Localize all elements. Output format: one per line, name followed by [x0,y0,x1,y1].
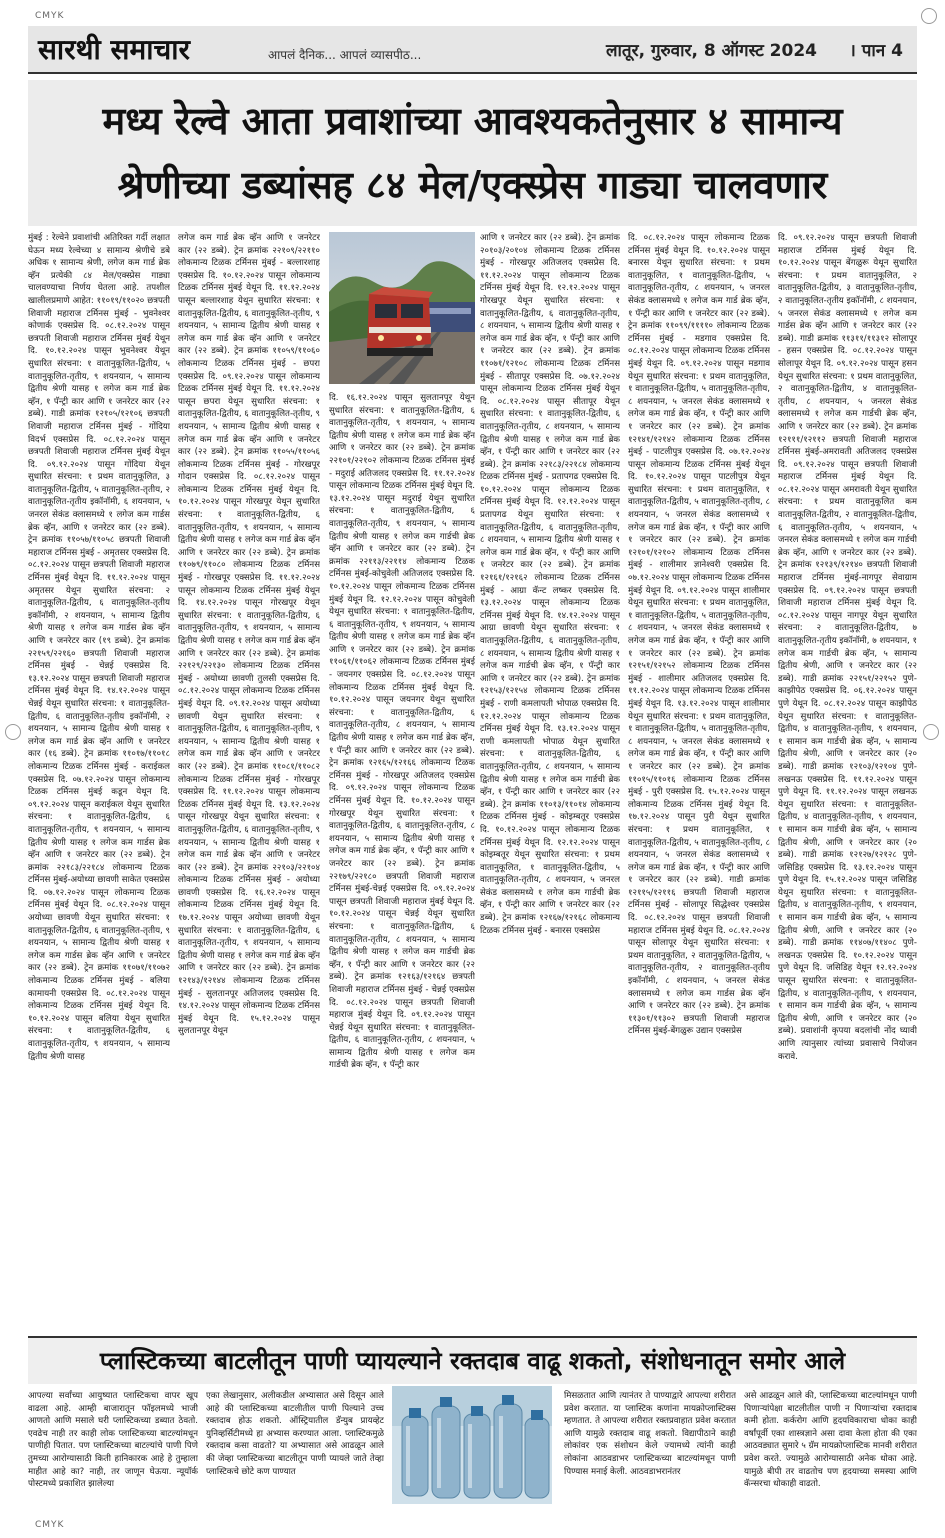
bottom-text-4: असे आढळून आले की, प्लास्टिकच्या बाटल्यांमधून पाणी पिणाऱ्यांपेक्षा बाटलीतील पाणी न पिणाऱ्यांचा रक्तदाब कमी होता. कर्करोग आणि हृदयविकाराचा धोका काही वर्षांपूर्वी एका शास्त्रज्ञाने असा दावा केला होता की एका आठवड्यात सुमारे ५ ग्रॅम मायक्रोप्लास्टिक मानवी शरीरात प्रवेश करते. ज्यामुळे आरोग्यासाठी अनेक धोका आहे. यामुळे बीपी तर वाढतोच पण हृदयाच्या समस्या आणि कॅन्सरचा धोकाही वाढतो. [744,1391,917,1490]
bottom-column-1 [28,1390,198,1502]
dateline: लातूर, गुरुवार, 8 ऑगस्ट 2024 [606,41,817,61]
article-text-2: लगेज कम गार्ड ब्रेक व्हॅन आणि १ जनरेटर कार (२२ डब्बे). ट्रेन क्रमांक २२१०९/२२११० लोकमान्य टिळक टर्मिनस मुंबई - बल्लारशाह एक्सप्रेस दि. १०.१२.२०२४ पासून लोकमान्य टिळक टर्मिनस मुंबई येथून दि. ११.१२.२०२४ पासून बल्लारशाह येथून सुधारित संरचना: १ वातानुकूलित-द्वितीय, ६ वातानुकूलित-तृतीय, ९ शयनयान, ५ सामान्य द्वितीय श्रेणी यासह १ लगेज कम गार्ड ब्रेक व्हॅन आणि १ जनरेटर कार (२२ डब्बे). ट्रेन क्रमांक ११०५९/११०६० लोकमान्य टिळक टर्मिनस मुंबई - छपरा एक्सप्रेस दि. ०९.१२.२०२४ पासून लोकमान्य टिळक टर्मिनस मुंबई येथून दि. ११.१२.२०२४ पासून छपरा येथून सुधारित संरचना: १ वातानुकूलित-द्वितीय, ६ वातानुकूलित-तृतीय, ९ शयनयान, ५ सामान्य द्वितीय श्रेणी यासह १ लगेज कम गार्ड ब्रेक व्हॅन आणि १ जनरेटर कार (२२ डब्बे). ट्रेन क्रमांक ११०५५/११०५६ लोकमान्य टिळक टर्मिनस मुंबई - गोरखपूर गोदान एक्सप्रेस दि. ०८.१२.२०२४ पासून लोकमान्य टिळक टर्मिनस मुंबई येथून दि. १०.१२.२०२४ पासून गोरखपूर येथून सुधारित संरचना: १ वातानुकूलित-द्वितीय, ६ वातानुकूलित-तृतीय, ९ शयनयान, ५ सामान्य द्वितीय श्रेणी यासह १ लगेज कम गार्ड ब्रेक व्हॅन आणि १ जनरेटर कार (२२ डब्बे). ट्रेन क्रमांक ११०७९/११०८० लोकमान्य टिळक टर्मिनस मुंबई - गोरखपूर एक्सप्रेस दि. ११.१२.२०२४ पासून लोकमान्य टिळक टर्मिनस मुंबई येथून दि. १४.१२.२०२४ पासून गोरखपूर येथून सुधारित संरचना: १ वातानुकूलित-द्वितीय, ६ वातानुकूलित-तृतीय, ९ शयनयान, ५ सामान्य द्वितीय श्रेणी यासह १ लगेज कम गार्ड ब्रेक व्हॅन आणि १ जनरेटर कार (२२ डब्बे). ट्रेन क्रमांक २२१२९/२२१३० लोकमान्य टिळक टर्मिनस मुंबई - अयोध्या छावणी तुलसी एक्सप्रेस दि. ०८.१२.२०२४ पासून लोकमान्य टिळक टर्मिनस मुंबई येथून दि. ०९.१२.२०२४ पासून अयोध्या छावणी येथून सुधारित संरचना: १ वातानुकूलित-द्वितीय, ६ वातानुकूलित-तृतीय, ९ शयनयान, ५ सामान्य द्वितीय श्रेणी यासह १ लगेज कम गार्ड ब्रेक व्हॅन आणि १ जनरेटर कार (२२ डब्बे). ट्रेन क्रमांक ११०८१/११०८२ लोकमान्य टिळक टर्मिनस मुंबई - गोरखपूर एक्सप्रेस दि. ११.१२.२०२४ पासून लोकमान्य टिळक टर्मिनस मुंबई येथून दि. १३.१२.२०२४ पासून गोरखपूर येथून सुधारित संरचना: १ वातानुकूलित-द्वितीय, ६ वातानुकूलित-तृतीय, ९ शयनयान, ५ सामान्य द्वितीय श्रेणी यासह १ लगेज कम गार्ड ब्रेक व्हॅन आणि १ जनरेटर कार (२२ डब्बे). ट्रेन क्रमांक २२१०३/२२१०४ लोकमान्य टिळक टर्मिनस मुंबई - अयोध्या छावणी एक्सप्रेस दि. १६.१२.२०२४ पासून लोकमान्य टिळक टर्मिनस मुंबई येथून दि. १७.१२.२०२४ पासून अयोध्या छावणी येथून सुधारित संरचना: १ वातानुकूलित-द्वितीय, ६ वातानुकूलित-तृतीय, ९ शयनयान, ५ सामान्य द्वितीय श्रेणी यासह १ लगेज कम गार्ड ब्रेक व्हॅन आणि १ जनरेटर कार (२२ डब्बे). ट्रेन क्रमांक १२१४३/१२१४४ लोकमान्य टिळक टर्मिनस मुंबई - सुलतानपूर अतिजलद एक्सप्रेस दि. १४.१२.२०२४ पासून लोकमान्य टिळक टर्मिनस मुंबई येथून दि. १५.१२.२०२४ पासून सुलतानपूर येथून [178,233,320,1037]
article-text-6: दि. ०९.१२.२०२४ पासून छत्रपती शिवाजी महाराज टर्मिनस मुंबई येथून दि. १०.१२.२०२४ पासून बेंगळुरू येथून सुधारित संरचना: १ प्रथम वातानुकूलित, २ वातानुकूलित-द्वितीय, ३ वातानुकूलित-तृतीय, २ वातानुकूलित-तृतीय इकॉनॉमी, ८ शयनयान, ५ जनरल सेकंड क्लासमध्ये १ लगेज कम गार्डस ब्रेक व्हॅन आणि १ जनरेटर कार (२२ डब्बे). गाडी क्रमांक ११३११/११३१२ सोलापूर - हसन एक्सप्रेस दि. ०८.१२.२०२४ पासून सोलापूर येथून दि. ०९.१२.२०२४ पासून हसन येथून सुधारित संरचना: १ प्रथम वातानुकूलित, २ वातानुकूलित-द्वितीय, ४ वातानुकूलित-तृतीय, ८ शयनयान, ५ जनरल सेकंड क्लासमध्ये १ लगेज कम गार्डची ब्रेक व्हॅन, आणि १ जनरेटर कार (२२ डब्बे). ट्रेन क्रमांक १२१११/१२११२ छत्रपती शिवाजी महाराज टर्मिनस मुंबई-अमरावती अतिजलद एक्सप्रेस दि. ०९.१२.२०२४ पासून छत्रपती शिवाजी महाराज टर्मिनस मुंबई येथून दि. ०८.१२.२०२४ पासून अमरावती येथून सुधारित संरचना: १ प्रथम वातानुकूलित कम वातानुकूलित-द्वितीय, २ वातानुकूलित-द्वितीय, ६ वातानुकूलित-तृतीय, ५ शयनयान, ५ जनरल सेकंड क्लासमध्ये १ लगेज कम गार्डची ब्रेक व्हॅन, आणि १ जनरेटर कार (२२ डब्बे). ट्रेन क्रमांक १२१३९/१२१४० छत्रपती शिवाजी महाराज टर्मिनस मुंबई-नागपूर सेवाग्राम एक्सप्रेस दि. ०९.१२.२०२४ पासून छत्रपती शिवाजी महाराज टर्मिनस मुंबई येथून दि. ०८.१२.२०२४ पासून नागपूर येथून सुधारित संरचना: २ वातानुकूलित-द्वितीय, ७ वातानुकूलित-तृतीय इकॉनॉमी, ७ शयनयान, १ लगेज कम गार्डची ब्रेक व्हॅन, ५ सामान्य द्वितीय श्रेणी, आणि १ जनरेटर कार (२२ डब्बे). गाडी क्रमांक २२१५१/२२१५२ पुणे-काझीपेठ एक्सप्रेस दि. ०६.१२.२०२४ पासून पुणे येथून दि. ०८.१२.२०२४ पासून काझीपेठ येथून सुधारित संरचना: १ वातानुकूलित-द्वितीय, ४ वातानुकूलित-तृतीय, ९ शयनयान, १ सामान कम गार्डची ब्रेक व्हॅन, ५ सामान्य द्वितीय श्रेणी, आणि १ जनरेटर कार (२० डब्बे). गाडी क्रमांक १२१०३/१२१०४ पुणे-लखनऊ एक्सप्रेस दि. ११.१२.२०२४ पासून पुणे येथून दि. ११.१२.२०२४ पासून लखनऊ येथून सुधारित संरचना: १ वातानुकूलित-द्वितीय, ४ वातानुकूलित-तृतीय, ९ शयनयान, १ सामान कम गार्डची ब्रेक व्हॅन, ५ सामान्य द्वितीय श्रेणी, आणि १ जनरेटर कार (२० डब्बे). गाडी क्रमांक १२१२७/१२१२८ पुणे-जसिडिह एक्सप्रेस दि. १३.१२.२०२४ पासून पुणे येथून दि. १५.१२.२०२४ पासून जसिडिह येथून सुधारित संरचना: १ वातानुकूलित-द्वितीय, ४ वातानुकूलित-तृतीय, ९ शयनयान, १ सामान कम गार्डची ब्रेक व्हॅन, ५ सामान्य द्वितीय श्रेणी, आणि १ जनरेटर कार (२० डब्बे). गाडी क्रमांक ११४०७/११४०८ पुणे-लखनऊ एक्सप्रेस दि. १०.१२.२०२४ पासून पुणे येथून दि. जसिडिह येथून १२.१२.२०२४ पासून सुधारित संरचना: १ वातानुकूलित-द्वितीय, ४ वातानुकूलित-तृतीय, ९ शयनयान, १ सामान कम गार्डची ब्रेक व्हॅन, ५ सामान्य द्वितीय श्रेणी, आणि १ जनरेटर कार (२० डब्बे). प्रवाशांनी कृपया बदलांची नोंद घ्यावी आणि त्यानुसार त्यांच्या प्रवासाचे नियोजन करावे. [778,233,917,1062]
registration-mark-top-right [921,8,937,24]
print-mark-bottom: CMYK [35,1520,65,1530]
article-column-5 [628,232,770,1327]
article-text-1: मुंबई : रेल्वेने प्रवाशांची अतिरिक्त गर्दी लक्षात घेऊन मध्य रेल्वेच्या ४ सामान्य श्रेणीचे डबे अधिक १ सामान्य श्रेणी, लगेज कम गार्ड ब्रेक व्हॅन प्रत्येकी ८४ मेल/एक्स्प्रेस गाड्या चालवण्याचा निर्णय घेतला आहे. तपशील खालीलप्रमाणे आहेत: ११०१९/११०२० छत्रपती शिवाजी महाराज टर्मिनस मुंबई - भुवनेश्वर कोणार्क एक्सप्रेस दि. ०८.१२.२०२४ पासून छत्रपती शिवाजी महाराज टर्मिनस मुंबई येथून दि. १०.१२.२०२४ पासून भुवनेश्वर येथून सुधारित संरचना: १ वातानुकूलित-द्वितीय, ५ वातानुकूलित-तृतीय, ९ शयनयान, ५ सामान्य द्वितीय श्रेणी यासह १ लगेज कम गार्ड ब्रेक व्हॅन, १ पॅन्ट्री कार आणि १ जनरेटर कार (२२ डब्बे). गाडी क्रमांक १२१०५/१२१०६ छत्रपती शिवाजी महाराज टर्मिनस मुंबई - गोंदिया विदर्भ एक्सप्रेस दि. ०८.१२.२०२४ पासून छत्रपती शिवाजी महाराज टर्मिनस मुंबई येथून दि. ०९.१२.२०२४ पासून गोंदिया येथून सुधारित संरचना: १ प्रथम वातानुकूलित, ३ वातानुकूलित-द्वितीय, ५ वातानुकूलित-तृतीय, २ वातानुकूलित-तृतीय इकॉनॉमी, ६ शयनयान, ५ जनरल सेकंड क्लासमध्ये १ लगेज कम गार्डस ब्रेक व्हॅन, आणि १ जनरेटर कार (२२ डब्बे). ट्रेन क्रमांक ११०५७/११०५८ छत्रपती शिवाजी महाराज टर्मिनस मुंबई - अमृतसर एक्सप्रेस दि. ०८.१२.२०२४ पासून छत्रपती शिवाजी महाराज टर्मिनस मुंबई येथून दि. ११.१२.२०२४ पासून अमृतसर येथून सुधारित संरचना: २ वातानुकूलित-द्वितीय, ६ वातानुकूलित-तृतीय इकॉनॉमी, २ शयनयान, ५ सामान्य द्वितीय श्रेणी यासह १ लगेज कम गार्डस ब्रेक व्हॅन आणि १ जनरेटर कार (१९ डब्बे). ट्रेन क्रमांक २२१५९/२२१६० छत्रपती शिवाजी महाराज टर्मिनस मुंबई - चेन्नई एक्सप्रेस दि. १३.१२.२०२४ पासून छत्रपती शिवाजी महाराज टर्मिनस मुंबई येथून दि. १४.१२.२०२४ पासून चेन्नई येथून सुधारित संरचना: १ वातानुकूलित-द्वितीय, ६ वातानुकूलित-तृतीय इकॉनॉमी, २ शयनयान, ५ सामान्य द्वितीय श्रेणी यासह १ लगेज कम गार्ड ब्रेक व्हॅन आणि १ जनरेटर कार (१६ डब्बे). ट्रेन क्रमांक ११०१७/११०१८ लोकमान्य टिळक टर्मिनस मुंबई - कराईकल एक्सप्रेस दि. ०७.१२.२०२४ पासून लोकमान्य टिळक टर्मिनस मुंबई कडून येथून दि. ०९.१२.२०२४ पासून कराईकल येथून सुधारित संरचना: १ वातानुकूलित-द्वितीय, ६ वातानुकूलित-तृतीय, ९ शयनयान, ५ सामान्य द्वितीय श्रेणी यासह १ लगेज कम गार्डस ब्रेक व्हॅन आणि १ जनरेटर कार (२२ डब्बे). ट्रेन क्रमांक २२१८३/२२१८४ लोकमान्य टिळक टर्मिनस मुंबई-अयोध्या छावणी साकेत एक्सप्रेस दि. ०७.१२.२०२४ पासून लोकमान्य टिळक टर्मिनस मुंबई येथून दि. ०८.१२.२०२४ पासून अयोध्या छावणी येथून सुधारित संरचना: १ वातानुकूलित-द्वितीय, ६ वातानुकूलित-तृतीय, ९ शयनयान, ५ सामान्य द्वितीय श्रेणी यासह १ लगेज कम गार्डस ब्रेक व्हॅन आणि १ जनरेटर कार (२२ डब्बे). ट्रेन क्रमांक ११०७१/११०७२ लोकमान्य टिळक टर्मिनस मुंबई - बलिया कामायनी एक्सप्रेस दि. ०८.१२.२०२४ पासून लोकमान्य टिळक टर्मिनस मुंबई येथून दि. १०.१२.२०२४ पासून बलिया येथून सुधारित संरचना: १ वातानुकूलित-द्वितीय, ६ वातानुकूलित-तृतीय, ९ शयनयान, ५ सामान्य द्वितीय श्रेणी यासह [28,233,170,1062]
bottom-column-2 [206,1390,384,1502]
bottom-text-3: मिसळतात आणि त्यानंतर ते पाण्याद्वारे आपल्या शरीरात प्रवेश करतात. या प्लास्टिक कणांना मायक्रोप्लास्टिक्स म्हणतात. ते आपल्या शरीरात रक्तप्रवाहात प्रवेश करतात आणि यामुळे रक्तदाब वाढू शकतो. विद्यापीठाने काही लोकांवर एक संशोधन केले ज्यामध्ये त्यांनी काही लोकांना आठवडाभर प्लास्टिकच्या बाटल्यांमधून पाणी पिण्यास मनाई केली. आठवडाभरानंतर [564,1391,736,1477]
main-headline-line-2: श्रेणीच्या डब्यांसह ८४ मेल/एक्स्प्रेस गाड्या चालवणार [117,163,828,207]
article-column-6 [778,232,917,1327]
masthead [28,26,917,74]
print-mark-top: CMYK [35,11,65,21]
main-headline-line-1: मध्य रेल्वे आता प्रवाशांच्या आवश्यकतेनुसार ४ सामान्य [102,99,843,143]
article-column-1 [28,232,170,1327]
article-text-3: दि. १६.१२.२०२४ पासून सुलतानपूर येथून सुधारित संरचना: १ वातानुकूलित-द्वितीय, ६ वातानुकूलित-तृतीय, ९ शयनयान, ५ सामान्य द्वितीय श्रेणी यासह १ लगेज कम गार्ड ब्रेक व्हॅन आणि १ जनरेटर कार (२२ डब्बे). ट्रेन क्रमांक २२१०१/२२१०२ लोकमान्य टिळक टर्मिनस मुंबई - मदुराई अतिजलद एक्सप्रेस दि. ११.१२.२०२४ पासून लोकमान्य टिळक टर्मिनस मुंबई येथून दि. १३.१२.२०२४ पासून मदुराई येथून सुधारित संरचना: १ वातानुकूलित-द्वितीय, ६ वातानुकूलित-तृतीय, ९ शयनयान, ५ सामान्य द्वितीय श्रेणी यासह १ लगेज कम गार्डची ब्रेक व्हॅन आणि १ जनरेटर कार (२२ डब्बे). ट्रेन क्रमांक २२११३/२२११४ लोकमान्य टिळक टर्मिनस मुंबई-कोचुवेली अतिजलद एक्सप्रेस दि. १०.१२.२०२४ पासून लोकमान्य टिळक टर्मिनस मुंबई येथून दि. १२.१२.२०२४ पासून कोचुवेली येथून सुधारित संरचना: १ वातानुकूलित-द्वितीय, ६ वातानुकूलित-तृतीय, ९ शयनयान, ५ सामान्य द्वितीय श्रेणी यासह १ लगेज कम गार्ड ब्रेक व्हॅन आणि १ जनरेटर कार (२२ डब्बे). ट्रेन क्रमांक ११०६१/११०६२ लोकमान्य टिळक टर्मिनस मुंबई - जयनगर एक्सप्रेस दि. ०८.१२.२०२४ पासून लोकमान्य टिळक टर्मिनस मुंबई येथून दि. १०.१२.२०२४ पासून जयनगर येथून सुधारित संरचना: १ वातानुकूलित-द्वितीय, ६ वातानुकूलित-तृतीय, ८ शयनयान, ५ सामान्य द्वितीय श्रेणी यासह १ लगेज कम गार्ड ब्रेक व्हॅन, १ पॅन्ट्री कार आणि १ जनरेटर कार (२२ डब्बे). ट्रेन क्रमांक १२१६५/१२१६६ लोकमान्य टिळक टर्मिनस मुंबई - गोरखपूर अतिजलद एक्सप्रेस दि. ०९.१२.२०२४ पासून लोकमान्य टिळक टर्मिनस मुंबई येथून दि. १०.१२.२०२४ पासून गोरखपूर येथून सुधारित संरचना: १ वातानुकूलित-द्वितीय, ६ वातानुकूलित-तृतीय, ८ शयनयान, ५ सामान्य द्वितीय श्रेणी यासह १ लगेज कम गार्ड ब्रेक व्हॅन, १ पॅन्ट्री कार आणि १ जनरेटर कार (२२ डब्बे). ट्रेन क्रमांक २२१७९/२२१८० छत्रपती शिवाजी महाराज टर्मिनस मुंबई-चेन्नई एक्सप्रेस दि. ०९.१२.२०२४ पासून छत्रपती शिवाजी महाराज मुंबई येथून दि. १०.१२.२०२४ पासून चेन्नई येथून सुधारित संरचना: १ वातानुकूलित-द्वितीय, ६ वातानुकूलित-तृतीय, ८ शयनयान, ५ सामान्य द्वितीय श्रेणी यासह १ लगेज कम गार्डची ब्रेक व्हॅन, १ पॅन्ट्री कार आणि १ जनरेटर कार (२२ डब्बे). ट्रेन क्रमांक १२१६३/१२१६४ छत्रपती शिवाजी महाराज टर्मिनस मुंबई - चेन्नई एक्सप्रेस दि. ०८.१२.२०२४ पासून छत्रपती शिवाजी महाराज मुंबई येथून दि. ०९.१२.२०२४ पासून चेन्नई येथून सुधारित संरचना: १ वातानुकूलित-द्वितीय, ६ वातानुकूलित-तृतीय, ८ शयनयान, ५ सामान्य द्वितीय श्रेणी यासह १ लगेज कम गार्डची ब्रेक व्हॅन, १ पॅन्ट्री कार [329,393,475,1071]
bottom-headline-box [28,1336,917,1384]
article-column-3 [329,392,475,1327]
article-column-4 [480,232,620,1327]
registration-mark-left [5,724,21,740]
main-headline-box [28,80,917,226]
paper-tagline: आपलं दैनिक... आपलं व्यासपीठ... [268,48,422,62]
bottom-text-1: आपल्या सर्वांच्या आयुष्यात प्लास्टिकचा वापर खूप वाढला आहे. आम्ही बाजारातून फॉइलमध्ये भाजी आणतो आणि मसाले घरी प्लास्टिकच्या डब्यात ठेवतो. एवढेच नाही तर काही लोक प्लास्टिकच्या बाटल्यांमधून पाणीही पितात. पण प्लास्टिकच्या बाटल्यांचे पाणी पिणे तुमच्या आरोग्यासाठी किती हानिकारक आहे हे तुम्हाला माहीत आहे का? नाही, तर जाणून घेऊया. न्यूयॉर्क पोस्टमध्ये प्रकाशित झालेल्या [28,1391,198,1490]
article-text-5: दि. ०८.१२.२०२४ पासून लोकमान्य टिळक टर्मिनस मुंबई येथून दि. १०.१२.२०२४ पासून बनारस येथून सुधारित संरचना: १ प्रथम वातानुकूलित, १ वातानुकूलित-द्वितीय, ५ वातानुकूलित-तृतीय, ८ शयनयान, ५ जनरल सेकंड क्लासमध्ये १ लगेज कम गार्ड ब्रेक व्हॅन, १ पॅन्ट्री कार आणि १ जनरेटर कार (२२ डब्बे). ट्रेन क्रमांक ११०९९/११११० लोकमान्य टिळक टर्मिनस मुंबई - मडगाव एक्सप्रेस दि. ०८.१२.२०२४ पासून लोकमान्य टिळक टर्मिनस मुंबई येथून दि. ०९.१२.२०२४ पासून मडगाव येथून सुधारित संरचना: १ प्रथम वातानुकूलित, १ वातानुकूलित-द्वितीय, ५ वातानुकूलित-तृतीय, ८ शयनयान, ५ जनरल सेकंड क्लासमध्ये १ लगेज कम गार्ड ब्रेक व्हॅन, १ पॅन्ट्री कार आणि १ जनरेटर कार (२२ डब्बे). ट्रेन क्रमांक १२१४१/१२१४२ लोकमान्य टिळक टर्मिनस मुंबई - पाटलीपुत्र एक्सप्रेस दि. ०७.१२.२०२४ पासून लोकमान्य टिळक टर्मिनस मुंबई येथून दि. १०.१२.२०२४ पासून पाटलीपुत्र येथून सुधारित संरचना: १ प्रथम वातानुकूलित, १ वातानुकूलित-द्वितीय, ५ वातानुकूलित-तृतीय, ८ शयनयान, ५ जनरल सेकंड क्लासमध्ये १ लगेज कम गार्ड ब्रेक व्हॅन, १ पॅन्ट्री कार आणि १ जनरेटर कार (२२ डब्बे). ट्रेन क्रमांक १२१०१/१२१०२ लोकमान्य टिळक टर्मिनस मुंबई - शालीमार ज्ञानेश्वरी एक्सप्रेस दि. ०७.१२.२०२४ पासून लोकमान्य टिळक टर्मिनस मुंबई येथून दि. ०९.१२.२०२४ पासून शालीमार येथून सुधारित संरचना: १ प्रथम वातानुकूलित, १ वातानुकूलित-द्वितीय, ५ वातानुकूलित-तृतीय, ८ शयनयान, ५ जनरल सेकंड क्लासमध्ये १ लगेज कम गार्ड ब्रेक व्हॅन, १ पॅन्ट्री कार आणि १ जनरेटर कार (२२ डब्बे). ट्रेन क्रमांक १२१५१/१२१५२ लोकमान्य टिळक टर्मिनस मुंबई - शालीमार अतिजलद एक्सप्रेस दि. ११.१२.२०२४ पासून लोकमान्य टिळक टर्मिनस मुंबई येथून दि. १३.१२.२०२४ पासून शालीमार येथून सुधारित संरचना: १ प्रथम वातानुकूलित, १ वातानुकूलित-द्वितीय, ५ वातानुकूलित-तृतीय, ८ शयनयान, ५ जनरल सेकंड क्लासमध्ये १ लगेज कम गार्ड ब्रेक व्हॅन, १ पॅन्ट्री कार आणि १ जनरेटर कार (२२ डब्बे). ट्रेन क्रमांक ११०१५/११०१६ लोकमान्य टिळक टर्मिनस मुंबई - पुरी एक्सप्रेस दि. १५.१२.२०२४ पासून लोकमान्य टिळक टर्मिनस मुंबई येथून दि. १७.१२.२०२४ पासून पुरी येथून सुधारित संरचना: १ प्रथम वातानुकूलित, १ वातानुकूलित-द्वितीय, ५ वातानुकूलित-तृतीय, ८ शयनयान, ५ जनरल सेकंड क्लासमध्ये १ लगेज कम गार्ड ब्रेक व्हॅन, १ पॅन्ट्री कार आणि १ जनरेटर कार (२२ डब्बे). गाडी क्रमांक १२११५/१२११६ छत्रपती शिवाजी महाराज टर्मिनस मुंबई - सोलापूर सिद्धेश्वर एक्सप्रेस दि. ०८.१२.२०२४ पासून छत्रपती शिवाजी महाराज टर्मिनस मुंबई येथून दि. ०८.१२.२०२४ पासून सोलापूर येथून सुधारित संरचना: १ प्रथम वातानुकूलित, २ वातानुकूलित-द्वितीय, ५ वातानुकूलित-तृतीय, २ वातानुकूलित-तृतीय इकॉनॉमी, ८ शयनयान, ५ जनरल सेकंड क्लासमध्ये १ लगेज कम गार्डस ब्रेक व्हॅन आणि १ जनरेटर कार (२२ डब्बे). ट्रेन क्रमांक ११३०१/११३०२ छत्रपती शिवाजी महाराज टर्मिनस मुंबई-बेंगळुरू उद्यान एक्सप्रेस [628,233,770,1037]
bottom-headline: प्लास्टिकच्या बाटलीतून पाणी प्यायल्याने रक्तदाब वाढू शकतो, संशोधनातून समोर आले [99,1347,846,1375]
bottom-text-2: एका लेखानुसार, अलीकडील अभ्यासात असे दिसून आले आहे की प्लास्टिकच्या बाटलीतील पाणी पिल्याने उच्च रक्तदाब होऊ शकतो. ऑस्ट्रियातील डॅन्युब प्रायव्हेट युनिव्हर्सिटीमध्ये हा अभ्यास करण्यात आला. प्लास्टिकमुळे रक्तदाब कसा वाढतो? या अभ्यासात असे आढळून आले की जेव्हा प्लास्टिकच्या बाटलीतून पाणी प्यायले जाते तेव्हा प्लास्टिकचे छोटे कण पाण्यात [206,1391,384,1477]
article-column-2 [178,232,320,1327]
plastic-bottles-photo [392,1386,552,1504]
page-number: । पान 4 [849,41,903,61]
bottom-column-4 [744,1390,917,1502]
article-text-4: आणि १ जनरेटर कार (२२ डब्बे). ट्रेन क्रमांक २०१०३/२०१०४ लोकमान्य टिळक टर्मिनस मुंबई - गोरखपूर अतिजलद एक्सप्रेस दि. ११.१२.२०२४ पासून लोकमान्य टिळक टर्मिनस मुंबई येथून दि. १२.१२.२०२४ पासून गोरखपूर येथून सुधारित संरचना: १ वातानुकूलित-द्वितीय, ६ वातानुकूलित-तृतीय, ८ शयनयान, ५ सामान्य द्वितीय श्रेणी यासह १ लगेज कम गार्ड ब्रेक व्हॅन, १ पॅन्ट्री कार आणि १ जनरेटर कार (२२ डब्बे). ट्रेन क्रमांक ११०७१/१२१०८ लोकमान्य टिळक टर्मिनस मुंबई - सीतापूर एक्सप्रेस दि. ०७.१२.२०२४ पासून लोकमान्य टिळक टर्मिनस मुंबई येथून दि. ०८.१२.२०२४ पासून सीतापूर येथून सुधारित संरचना: १ वातानुकूलित-द्वितीय, ६ वातानुकूलित-तृतीय, ८ शयनयान, ५ सामान्य द्वितीय श्रेणी यासह १ लगेज कम गार्ड ब्रेक व्हॅन, १ पॅन्ट्री कार आणि १ जनरेटर कार (२२ डब्बे). ट्रेन क्रमांक २२१८३/२२१८४ लोकमान्य टिळक टर्मिनस मुंबई - प्रतापगढ एक्सप्रेस दि. १०.१२.२०२४ पासून लोकमान्य टिळक टर्मिनस मुंबई येथून दि. १२.१२.२०२४ पासून प्रतापगढ येथून सुधारित संरचना: १ वातानुकूलित-द्वितीय, ६ वातानुकूलित-तृतीय, ८ शयनयान, ५ सामान्य द्वितीय श्रेणी यासह १ लगेज कम गार्ड ब्रेक व्हॅन, १ पॅन्ट्री कार आणि १ जनरेटर कार (२२ डब्बे). ट्रेन क्रमांक १२१६१/१२१६२ लोकमान्य टिळक टर्मिनस मुंबई - आग्रा कॅन्ट लष्कर एक्सप्रेस दि. १३.१२.२०२४ पासून लोकमान्य टिळक टर्मिनस मुंबई येथून दि. १४.१२.२०२४ पासून आग्रा छावणी येथून सुधारित संरचना: १ वातानुकूलित-द्वितीय, ६ वातानुकूलित-तृतीय, ८ शयनयान, ५ सामान्य द्वितीय श्रेणी यासह १ लगेज कम गार्डची ब्रेक व्हॅन, १ पॅन्ट्री कार आणि १ जनरेटर कार (२२ डब्बे). ट्रेन क्रमांक १२१५३/१२१५४ लोकमान्य टिळक टर्मिनस मुंबई - राणी कमलापती भोपाळ एक्सप्रेस दि. १२.१२.२०२४ पासून लोकमान्य टिळक टर्मिनस मुंबई येथून दि. १३.१२.२०२४ पासून राणी कमलापती भोपाळ येथून सुधारित संरचना: १ वातानुकूलित-द्वितीय, ६ वातानुकूलित-तृतीय, ८ शयनयान, ५ सामान्य द्वितीय श्रेणी यासह १ लगेज कम गार्डची ब्रेक व्हॅन, १ पॅन्ट्री कार आणि १ जनरेटर कार (२२ डब्बे). ट्रेन क्रमांक ११०१३/११०१४ लोकमान्य टिळक टर्मिनस मुंबई - कोइम्बतूर एक्सप्रेस दि. १०.१२.२०२४ पासून लोकमान्य टिळक टर्मिनस मुंबई येथून दि. १२.१२.२०२४ पासून कोइम्बतूर येथून सुधारित संरचना: १ प्रथम वातानुकूलित, १ वातानुकूलित-द्वितीय, ५ वातानुकूलित-तृतीय, ८ शयनयान, ५ जनरल सेकंड क्लासमध्ये १ लगेज कम गार्डची ब्रेक व्हॅन, १ पॅन्ट्री कार आणि १ जनरेटर कार (२२ डब्बे). ट्रेन क्रमांक १२१६७/१२१६८ लोकमान्य टिळक टर्मिनस मुंबई - बनारस एक्सप्रेस [480,233,620,936]
paper-name: सारथी समाचार [38,33,190,66]
registration-mark-right [923,724,939,740]
train-photo [329,232,475,384]
bottom-column-3 [564,1390,736,1502]
